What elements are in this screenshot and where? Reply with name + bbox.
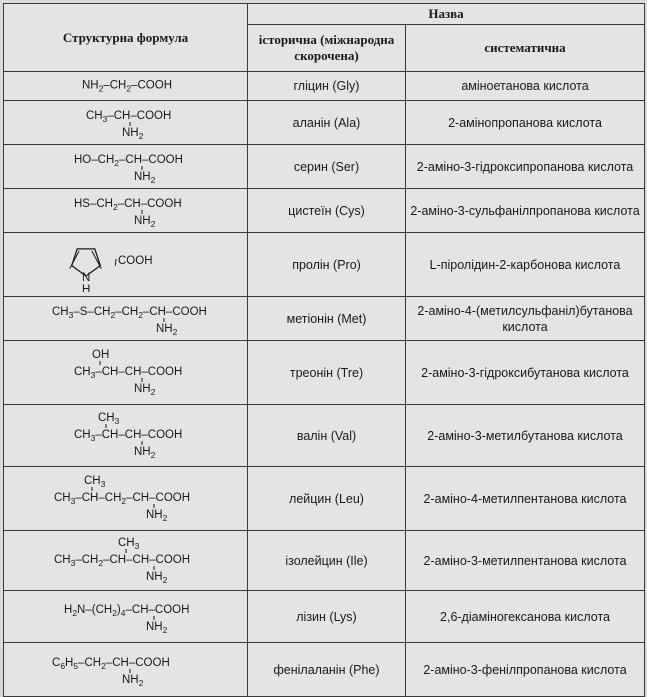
systematic-name: 2-аміно-3-сульфанілпропанова кислота xyxy=(406,189,645,233)
header-systematic: систематична xyxy=(406,25,645,72)
formula-main: $CH_3-S-CH_2-CH_2-CH$–COOH xyxy=(52,306,207,320)
structural-formula xyxy=(4,643,247,692)
structural-formula-cell xyxy=(4,467,248,531)
structural-formula xyxy=(4,341,247,400)
table-row xyxy=(4,72,645,101)
systematic-name: L-піролідин-2-карбонова кислота xyxy=(406,233,645,297)
structural-formula xyxy=(4,72,247,96)
systematic-name: 2-аміно-3-гідроксибутанова кислота xyxy=(406,341,645,405)
systematic-name: аміноетанова кислота xyxy=(406,72,645,101)
formula-ring-h: H xyxy=(82,284,91,292)
structural-formula-cell xyxy=(4,101,248,145)
table-row xyxy=(4,405,645,467)
formula-main: $CH_3-CH$–COOH xyxy=(86,110,172,124)
historical-name: валін (Val) xyxy=(248,405,406,467)
systematic-name: 2-амінопропанова кислота xyxy=(406,101,645,145)
historical-name: лейцин (Leu) xyxy=(248,467,406,531)
structural-formula-cell xyxy=(4,531,248,591)
formula-ring-n: N xyxy=(82,272,91,284)
historical-name: ізолейцин (Ile) xyxy=(248,531,406,591)
formula-main: $NH_2-CH_2$–COOH xyxy=(82,79,173,94)
table-row xyxy=(4,189,645,233)
formula-main: $CH_3-CH_2-CH-CH$–COOH xyxy=(54,554,191,568)
formula-main: $HO-CH_2-CH$–COOH xyxy=(74,154,183,168)
formula-bottom-branch: $NH_2$ xyxy=(122,674,144,688)
formula-bottom-branch: $NH_2$ xyxy=(146,571,168,585)
systematic-name: 2,6-діаміногексанова кислота xyxy=(406,591,645,643)
systematic-name: 2-аміно-3-метилпентанова кислота xyxy=(406,531,645,591)
formula-main: COOH xyxy=(118,255,153,267)
table-row xyxy=(4,643,645,697)
header-historical: історична (міжнародна скорочена) xyxy=(248,25,406,72)
structural-formula xyxy=(4,145,247,184)
formula-top-branch: OH xyxy=(92,349,110,361)
formula-top-branch: $CH_3$ xyxy=(84,475,106,489)
table-row xyxy=(4,591,645,643)
formula-top-branch: $CH_3$ xyxy=(98,412,120,426)
formula-main: $HS-CH_2-CH$–COOH xyxy=(74,198,182,212)
systematic-name: 2-аміно-3-метилбутанова кислота xyxy=(406,405,645,467)
structural-formula-cell xyxy=(4,341,248,405)
structural-formula xyxy=(4,591,247,638)
table-row xyxy=(4,145,645,189)
systematic-name: 2-аміно-3-гідроксипропанова кислота xyxy=(406,145,645,189)
historical-name: метіонін (Met) xyxy=(248,297,406,341)
table-row xyxy=(4,233,645,297)
table-row xyxy=(4,467,645,531)
formula-bottom-branch: $NH_2$ xyxy=(146,509,168,523)
formula-top-branch: $CH_3$ xyxy=(118,537,140,551)
header-formula: Структурна формула xyxy=(4,4,248,72)
historical-name: пролін (Pro) xyxy=(248,233,406,297)
formula-bottom-branch: $NH_2$ xyxy=(134,446,156,460)
structural-formula xyxy=(4,405,247,462)
table-row xyxy=(4,531,645,591)
historical-name: лізин (Lys) xyxy=(248,591,406,643)
formula-bottom-branch: $NH_2$ xyxy=(122,127,144,140)
structural-formula xyxy=(4,101,247,140)
header-name: Назва xyxy=(248,4,645,25)
table-row xyxy=(4,341,645,405)
structural-formula-cell xyxy=(4,405,248,467)
structural-formula-cell xyxy=(4,297,248,341)
systematic-name: 2-аміно-4-метилпентанова кислота xyxy=(406,467,645,531)
historical-name: гліцин (Gly) xyxy=(248,72,406,101)
formula-main: $CH_3-CH-CH$–COOH xyxy=(74,366,183,380)
systematic-name: 2-аміно-4-(метилсульфаніл)бутанова кислота xyxy=(406,297,645,341)
formula-main: $CH_3-CH-CH$–COOH xyxy=(74,429,183,443)
formula-bottom-branch: $NH_2$ xyxy=(156,323,178,336)
formula-bottom-branch: $NH_2$ xyxy=(134,171,156,184)
historical-name: серин (Ser) xyxy=(248,145,406,189)
historical-name: цистеїн (Cys) xyxy=(248,189,406,233)
structural-formula xyxy=(4,531,247,586)
structural-formula-cell xyxy=(4,145,248,189)
table-row xyxy=(4,101,645,145)
historical-name: треонін (Tre) xyxy=(248,341,406,405)
structural-formula xyxy=(4,189,247,228)
formula-bottom-branch: $NH_2$ xyxy=(146,621,168,635)
formula-main: $H_2N-(CH_2)_4-CH$–COOH xyxy=(64,604,190,618)
structural-formula-cell xyxy=(4,643,248,697)
systematic-name: 2-аміно-3-фенілпропанова кислота xyxy=(406,643,645,697)
formula-bottom-branch: $NH_2$ xyxy=(134,215,156,228)
structural-formula-cell xyxy=(4,591,248,643)
structural-formula xyxy=(4,467,247,526)
historical-name: аланін (Ala) xyxy=(248,101,406,145)
formula-main: $C_6H_5-CH_2-CH$–COOH xyxy=(52,657,170,671)
structural-formula-cell xyxy=(4,72,248,101)
amino-acid-table xyxy=(3,3,645,697)
structural-formula xyxy=(4,297,247,336)
formula-main: $CH_3-CH-CH_2-CH$–COOH xyxy=(54,492,191,506)
structural-formula xyxy=(4,233,247,292)
formula-bottom-branch: $NH_2$ xyxy=(134,383,156,397)
ring-double-bond xyxy=(70,251,79,269)
table-row xyxy=(4,297,645,341)
structural-formula-cell xyxy=(4,189,248,233)
structural-formula-cell xyxy=(4,233,248,297)
carboxyl-bond xyxy=(115,259,116,266)
historical-name: фенілаланін (Phe) xyxy=(248,643,406,697)
